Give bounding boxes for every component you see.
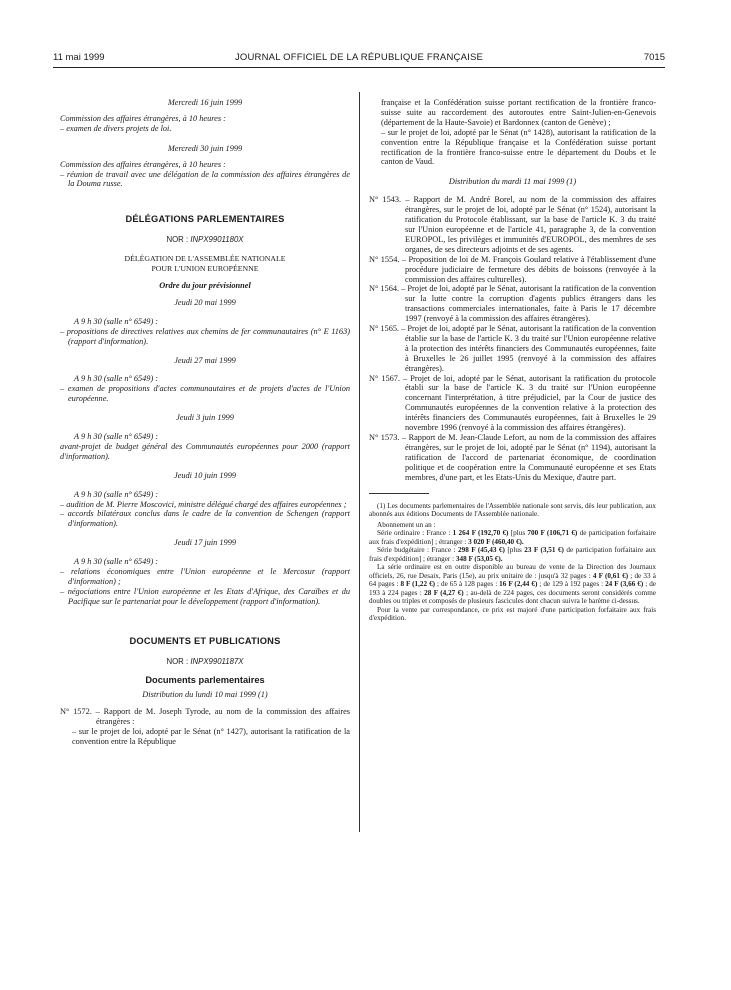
price-value: 28 F (4,27 €) xyxy=(424,588,464,597)
document-entry xyxy=(369,284,656,324)
meeting-date: Jeudi 10 juin 1999 xyxy=(174,470,236,480)
price-text: de participation forfaitaire aux frais d'expédition] ; étranger : xyxy=(369,529,656,546)
continued-text: – sur le projet de loi, adopté par le Sénat (n° 1428), autorisant la ratification de la convention entre la République française et la Confédération suisse portant rectification de la frontière franco-suisse entre le département du Doubs et le canton de Vaud. xyxy=(381,127,656,167)
price-text: ; au-delà de 224 pages, ces documents seront considérés comme doubles ou triples et composés de plusieurs fascicules dont chacun suivra le barème ci-dessus. xyxy=(369,588,656,606)
nor-code: INPX9901187X xyxy=(190,656,244,666)
entry-text: – Projet de loi, adopté par le Sénat, autorisant la ratification du protocole établi sur la base de l'article K. 3 du traité sur l'Union européenne concernant l'interprétation, à titre préjudiciel, par la Cour de justice des Communautés européennes de la convention relative à la protection des intérêts financiers des Communautés européennes, fait à Bruxelles le 29 novembre 1996 (renvoyé à la commission des affaires étrangères). xyxy=(403,373,656,433)
entry-text: – Projet de loi, adopté par le Sénat, autorisant la ratification de la convention sur la lutte contre la corruption d'agents publics étrangers dans les transactions commerciales internationales, faite à Paris le 17 décembre 1997 (renvoyé à la commission des affaires étrangères). xyxy=(401,284,656,324)
price-value: 24 F (3,66 €) xyxy=(605,580,644,589)
meeting-block xyxy=(60,298,350,347)
journal-title: JOURNAL OFFICIEL DE LA RÉPUBLIQUE FRANÇAISE xyxy=(234,52,484,63)
document-entry xyxy=(369,324,656,374)
meeting-item: – audition de M. Pierre Moscovici, ministre délégué chargé des affaires européennes ; xyxy=(60,499,347,509)
price-value: 16 F (2,44 €) xyxy=(499,580,538,589)
meeting-block xyxy=(60,471,350,530)
meeting-time: A 9 h 30 (salle n° 6549) : xyxy=(74,489,159,499)
document-entry xyxy=(369,374,656,433)
meeting-time: A 9 h 30 (salle n° 6549) : xyxy=(74,557,159,567)
document-entry xyxy=(60,707,350,727)
section-heading: DOCUMENTS ET PUBLICATIONS xyxy=(129,635,281,646)
price-text: [plus xyxy=(508,529,528,538)
meeting-time: A 9 h 30 (salle n° 6549) : xyxy=(74,374,159,384)
meeting-time: A 9 h 30 (salle n° 6549) : xyxy=(74,432,159,442)
price-value: 298 F (45,43 €) xyxy=(458,546,505,555)
price-text: Série budgétaire : France : xyxy=(377,546,459,555)
meeting-date: Jeudi 3 juin 1999 xyxy=(176,413,234,423)
mail-order-note: Pour la vente par correspondance, ce prix est majoré d'une participation forfaitaire aux frais d'expédition. xyxy=(369,605,656,623)
meeting-time: A 9 h 30 (salle n° 6549) : xyxy=(74,316,159,326)
entry-number: N° 1567. xyxy=(369,373,401,383)
document-entry xyxy=(369,195,656,254)
meeting-date: Jeudi 27 mai 1999 xyxy=(174,355,236,365)
entry-number: N° 1543. xyxy=(369,195,402,205)
subscription-budget xyxy=(369,546,656,563)
entry-number: N° 1565. xyxy=(369,324,400,334)
price-value: 8 F (1,22 €) xyxy=(400,580,436,589)
entry-text: – Rapport de M. André Borel, au nom de la commission des affaires étrangères, sur le projet de loi, adopté par le Sénat (n° 1524), autorisant la ratification du Protocole établissant, sur la base de l'article K. 3 du traité sur l'Union européenne et de l'article 41, paragraphe 3, de la convention EUROPOL, les privilèges et immunités d'EUROPOL, des membres de ses organes, de ses directeurs adjoints et de ses agents. xyxy=(405,195,656,254)
nor-label: NOR : xyxy=(166,656,189,666)
price-value: 3 020 F (460,40 €). xyxy=(468,537,524,546)
nor-reference xyxy=(60,235,350,245)
distribution-date: Distribution du mardi 11 mai 1999 (1) xyxy=(448,177,577,187)
header-rule xyxy=(53,67,665,68)
document-entry xyxy=(369,433,656,483)
meeting-block xyxy=(60,356,350,405)
entry-number: N° 1573. xyxy=(369,433,400,442)
entry-number: N° 1554. xyxy=(369,254,400,264)
session-item: – réunion de travail avec une délégation de la commission des affaires étrangères de la Douma russe. xyxy=(60,169,350,189)
price-value: 700 F (106,71 €) xyxy=(527,529,578,538)
section-heading: DÉLÉGATIONS PARLEMENTAIRES xyxy=(125,214,285,225)
entry-text: – Projet de loi, adopté par le Sénat, autorisant la ratification de la convention établie sur la base de l'article K. 3 du traité sur l'Union européenne relative à la protection des intérêts financiers des Communautés européennes, faite à Bruxelles le 26 juillet 1995 (renvoyé à la commission des affaires étrangères). xyxy=(401,324,656,373)
distribution-date: Distribution du lundi 10 mai 1999 (1) xyxy=(142,690,268,700)
meeting-date: Jeudi 17 juin 1999 xyxy=(174,538,236,548)
subscription-ordinary xyxy=(369,529,656,546)
session-item: – examen de divers projets de loi. xyxy=(60,123,172,133)
right-column xyxy=(369,98,656,623)
delegation-title: DÉLÉGATION DE L'ASSEMBLÉE NATIONALE xyxy=(124,254,286,264)
footnote xyxy=(369,502,656,623)
agenda-title: Ordre du jour prévisionnel xyxy=(159,280,251,290)
subscription-label: Abonnement un an : xyxy=(377,520,436,529)
session-block xyxy=(60,144,350,190)
price-text: de participation forfaitaire aux frais d'expédition] ; étranger : xyxy=(369,546,657,563)
footnote-text: (1) Les documents parlementaires de l'Assemblée nationale sont servis, dès leur publication, aux abonnés aux éditions Documents de l'Assemblée nationale. xyxy=(369,501,656,519)
session-body: Commission des affaires étrangères, à 10 heures : xyxy=(60,113,226,123)
price-text: ; de 65 à 128 pages : xyxy=(435,580,500,589)
price-value: 348 F (53,05 €). xyxy=(455,554,503,563)
delegation-subtitle: POUR L'UNION EUROPÉENNE xyxy=(151,264,259,274)
entry-text: – Proposition de loi de M. François Goulard relative à l'établissement d'une procédure judiciaire de fermeture des débits de boissons (renvoyée à la commission des affaires culturelles). xyxy=(401,254,656,284)
document-entry xyxy=(369,255,656,285)
session-date: Mercredi 16 juin 1999 xyxy=(167,98,243,107)
entry-text: – Rapport de M. Jean-Claude Lefort, au nom de la commission des affaires étrangères, sur le projet de loi, adopté par le Sénat (n° 1194), autorisant la ratification de l'accord de partenariat économique, de coordination politique et de coopération entre la Communauté européenne et ses Etats membres, d'une part, et les Etats-Unis du Mexique, d'autre part. xyxy=(401,433,656,482)
price-text: ; de 33 à 64 pages : xyxy=(369,571,656,589)
meeting-item: – propositions de directives relatives aux chemins de fer communautaires (n° E 1163) (rapport d'information). xyxy=(60,326,350,346)
price-value: 23 F (3,51 €) xyxy=(524,546,564,555)
entry-subitem: – sur le projet de loi, adopté par le Sénat (n° 1427), autorisant la ratification de la convention entre la République xyxy=(72,727,350,747)
session-date: Mercredi 30 juin 1999 xyxy=(167,143,243,153)
price-value: 1 264 F (192,70 €) xyxy=(452,529,509,538)
documents-section xyxy=(60,637,350,747)
header-date: 11 mai 1999 xyxy=(53,52,105,63)
meeting-item: – négociations entre l'Union européenne et les Etats d'Afrique, des Caraïbes et du Pacifique sur le partenariat pour le développement (rapport d'information). xyxy=(60,586,350,606)
nor-reference xyxy=(60,657,350,667)
price-text: Série ordinaire : France : xyxy=(377,529,453,538)
page-number: 7015 xyxy=(643,52,665,63)
subsection-heading: Documents parlementaires xyxy=(145,674,265,685)
price-text: [plus xyxy=(504,546,525,555)
sale-prices xyxy=(369,563,656,606)
nor-label: NOR : xyxy=(166,235,189,245)
meeting-item: – examen de propositions d'actes communautaires et de projets d'actes de l'Union européenne. xyxy=(60,384,350,404)
session-body: Commission des affaires étrangères, à 10 heures : xyxy=(60,159,226,169)
session-block xyxy=(60,98,350,134)
entry-number: N° 1572. xyxy=(60,707,92,717)
price-value: 4 F (0,61 €) xyxy=(592,571,629,580)
meeting-block xyxy=(60,538,350,606)
meeting-item: avant-projet de budget général des Communautés européennes pour 2000 (rapport d'information). xyxy=(60,441,350,461)
delegations-section xyxy=(60,215,350,606)
column-divider xyxy=(359,92,360,832)
price-text: La série ordinaire est en outre disponible au bureau de vente de la Direction des Journaux officiels, 26, rue Desaix, Paris (15e), au prix unitaire de : jusqu'à 32 pages : xyxy=(369,563,656,580)
meeting-block xyxy=(60,413,350,462)
meeting-item: – accords bilatéraux conclus dans le cadre de la convention de Schengen (rapport d'information). xyxy=(60,509,350,529)
entry-number: N° 1564. xyxy=(369,284,400,294)
page-header xyxy=(53,50,665,66)
entry-text: – Rapport de M. Joseph Tyrode, au nom de la commission des affaires étrangères : xyxy=(95,707,350,727)
left-column xyxy=(60,98,350,747)
price-text: ; de 193 à 224 pages : xyxy=(369,580,656,597)
continued-text: française et la Confédération suisse portant rectification de la frontière franco-suisse suite au raccordement des autoroutes entre Saint-Julien-en-Genevois (département de la Haute-Savoie) et Bardonnex (canton de Genève) ; xyxy=(381,98,656,127)
nor-code: INPX9901180X xyxy=(190,235,244,245)
price-text: ; de 129 à 192 pages : xyxy=(537,580,606,589)
footnote-rule xyxy=(369,493,429,494)
meeting-date: Jeudi 20 mai 1999 xyxy=(174,297,236,307)
document-list xyxy=(369,195,656,482)
meeting-item: – relations économiques entre l'Union européenne et le Mercosur (rapport d'information) ; xyxy=(60,567,350,586)
